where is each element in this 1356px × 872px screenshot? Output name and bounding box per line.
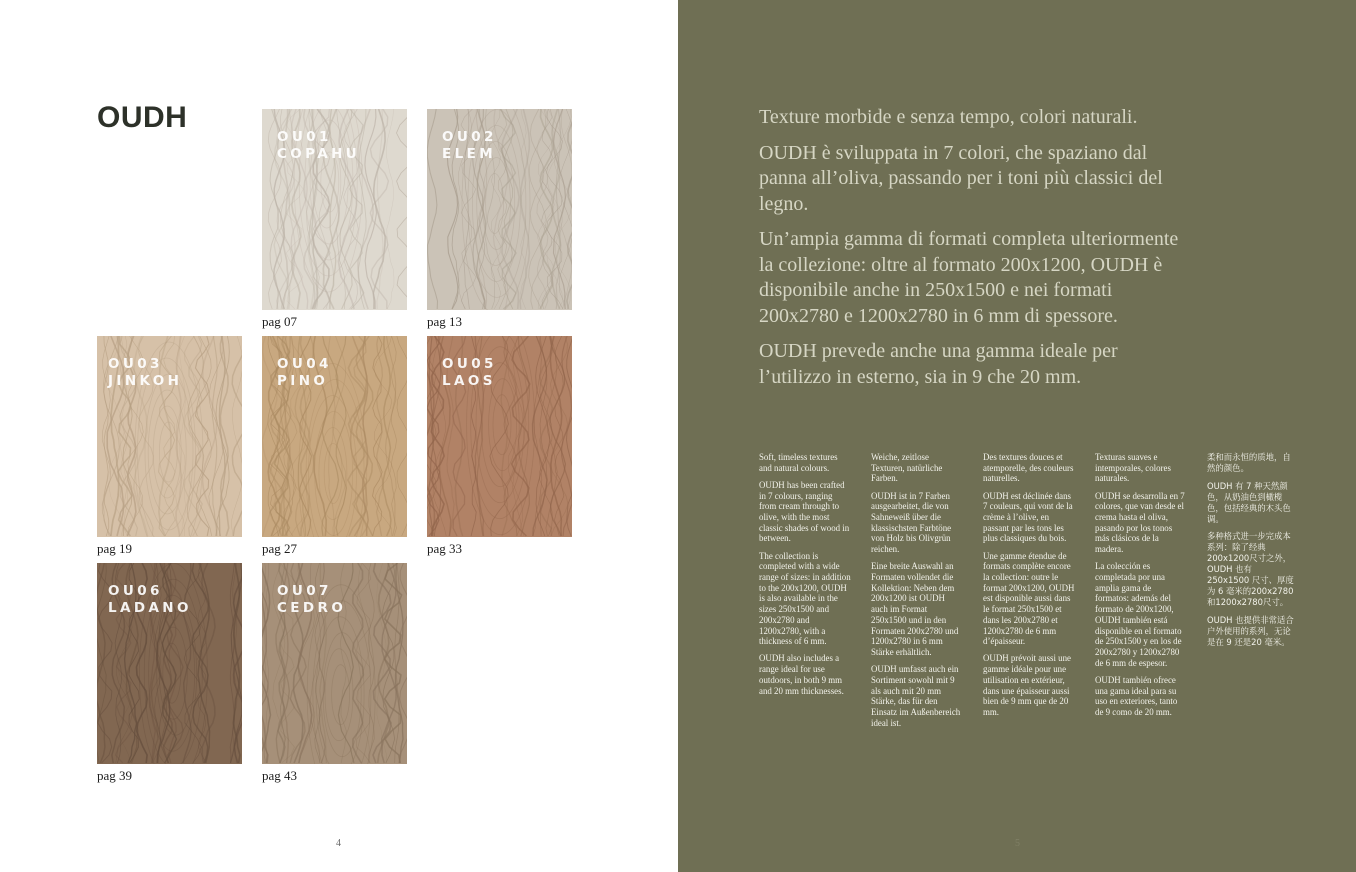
- swatch-name: COPAHU: [277, 146, 361, 162]
- translation-paragraph: OUDH también ofrece una gama ideal para su uso en exteriores, tanto de 9 como de 20 mm.: [1095, 674, 1178, 717]
- swatch-name: PINO: [277, 373, 329, 389]
- translation-paragraph: 柔和而永恒的质地，自然的颜色。: [1207, 452, 1291, 473]
- swatch-code: OU05: [442, 356, 497, 372]
- page-number-right: 5: [1015, 838, 1020, 849]
- swatch-code: OU01: [277, 129, 332, 145]
- swatch-name: CEDRO: [277, 600, 347, 616]
- translation-paragraph: Eine breite Auswahl an Formaten vollendet die Kollektion: Neben dem 200x1200 ist OUDH auch im Format 250x1500 und in den Formaten 200x2780 und 1200x2780 in 6 mm Stärke erhältlich.: [871, 561, 959, 657]
- lead-paragraph: OUDH è sviluppata in 7 colori, che spaziano dal panna all’oliva, passando per i toni più classici del legno.: [759, 141, 1163, 215]
- swatch-ou01[interactable]: [262, 109, 407, 310]
- column-chinese: [1207, 452, 1295, 654]
- translation-paragraph: La colección es completada por una amplia gama de formatos: además del formato de 200x1200, OUDH también está disponible en el formato de 250x1500 y en los de 200x2780 y 1200x2780 de 6 mm de espesor.: [1095, 561, 1182, 668]
- translation-paragraph: OUDH has been crafted in 7 colours, ranging from cream through to olive, with the most classic shades of wood in between.: [759, 479, 850, 544]
- swatch-ou03[interactable]: [97, 336, 242, 537]
- swatch-ou05[interactable]: [427, 336, 572, 537]
- column-french: [983, 452, 1075, 724]
- swatch-label: [277, 129, 360, 163]
- lead-paragraph: Un’ampia gamma di formati completa ulteriormente la collezione: oltre al formato 200x1200, OUDH è disponibile anche in 250x1500 e nei formati 200x2780 e 1200x2780 in 6 mm di spessore.: [759, 228, 1179, 327]
- translation-paragraph: OUDH est déclinée dans 7 couleurs, qui vont de la crème à l’olive, en passant par les tons les plus classiques du bois.: [983, 490, 1073, 544]
- translation-paragraph: OUDH se desarrolla en 7 colores, que van desde el crema hasta el oliva, pasando por los tonos más clásicos de la madera.: [1095, 490, 1185, 555]
- translation-paragraph: Texturas suaves e intemporales, colores naturales.: [1095, 452, 1171, 484]
- swatch-code: OU06: [108, 583, 163, 599]
- translation-paragraph: OUDH 有 7 种天然颜色，从奶油色到橄榄色，包括经典的木头色调。: [1207, 480, 1291, 524]
- column-spanish: [1095, 452, 1187, 724]
- swatch-ou04[interactable]: [262, 336, 407, 537]
- column-english: [759, 452, 851, 703]
- lead-paragraph: Texture morbide e senza tempo, colori naturali.: [759, 106, 1138, 128]
- translation-paragraph: OUDH ist in 7 Farben ausgearbeitet, die von Sahneweiß über die klassischsten Farbtöne von Holz bis Olivgrün reichen.: [871, 490, 952, 555]
- page-reference[interactable]: pag 13: [427, 314, 463, 329]
- translation-paragraph: Des textures douces et atemporelle, des couleurs naturelles.: [983, 452, 1074, 484]
- translation-paragraph: The collection is completed with a wide range of sizes: in addition to the 200x1200, OUDH is also available in the sizes 250x1500 and 200x2780 and 1200x2780, with a thickness of 6 mm.: [759, 550, 851, 647]
- translation-paragraph: Une gamme étendue de formats complète encore la collection: outre le format 200x1200, OUDH est disponible aussi dans le format 250x1500 et dans les 200x2780 et 1200x2780 de 6 mm d’épaisseur.: [983, 550, 1075, 647]
- swatch-label: [277, 356, 332, 390]
- swatch-code: OU02: [442, 129, 497, 145]
- column-german: [871, 452, 963, 735]
- page-number-left: 4: [336, 838, 341, 849]
- swatch-code: OU03: [108, 356, 163, 372]
- page-reference[interactable]: pag 33: [427, 541, 463, 556]
- translation-paragraph: OUDH also includes a range ideal for use outdoors, in both 9 mm and 20 mm thicknesses.: [759, 653, 844, 696]
- translation-paragraph: 多种格式进一步完成本系列：除了经典200x1200尺寸之外，OUDH 也有 250x1500 尺寸、厚度为 6 毫米的200x2780 和1200x2780尺寸。: [1207, 531, 1294, 607]
- swatch-name: LAOS: [442, 373, 496, 389]
- swatch-label: [277, 583, 346, 617]
- swatch-label: [442, 129, 497, 163]
- swatch-ou06[interactable]: [97, 563, 242, 764]
- swatch-code: OU07: [277, 583, 332, 599]
- page-reference[interactable]: pag 39: [97, 768, 133, 783]
- translation-paragraph: Soft, timeless textures and natural colours.: [759, 452, 838, 473]
- swatch-name: LADANO: [108, 600, 192, 616]
- translation-paragraph: Weiche, zeitlose Texturen, natürliche Farben.: [871, 452, 943, 484]
- page-reference[interactable]: pag 07: [262, 314, 298, 329]
- translation-paragraph: OUDH 也提供非常适合户外使用的系列，无论是在 9 还是20 毫米。: [1207, 614, 1294, 647]
- swatch-ou07[interactable]: [262, 563, 407, 764]
- page-reference[interactable]: pag 27: [262, 541, 298, 556]
- lead-paragraph: OUDH prevede anche una gamma ideale per l’utilizzo in esterno, sia in 9 che 20 mm.: [759, 340, 1118, 388]
- translation-paragraph: OUDH prévoit aussi une gamme idéale pour une utilisation en extérieur, dans une épaisseur aussi bien de 9 mm que de 20 mm.: [983, 653, 1071, 717]
- swatch-ou02[interactable]: [427, 109, 572, 310]
- swatch-name: ELEM: [442, 146, 497, 162]
- swatch-label: [442, 356, 497, 390]
- page-reference[interactable]: pag 19: [97, 541, 133, 556]
- swatch-name: JINKOH: [108, 373, 183, 389]
- translation-paragraph: OUDH umfasst auch ein Sortiment sowohl mit 9 als auch mit 20 mm Stärke, das für den Einsatz im Außenbereich ideal ist.: [871, 664, 961, 728]
- swatch-label: [108, 356, 182, 390]
- italian-lead-text: [759, 105, 1179, 400]
- collection-title: OUDH: [97, 101, 188, 134]
- swatch-code: OU04: [277, 356, 332, 372]
- page-reference[interactable]: pag 43: [262, 768, 298, 783]
- swatch-label: [108, 583, 192, 617]
